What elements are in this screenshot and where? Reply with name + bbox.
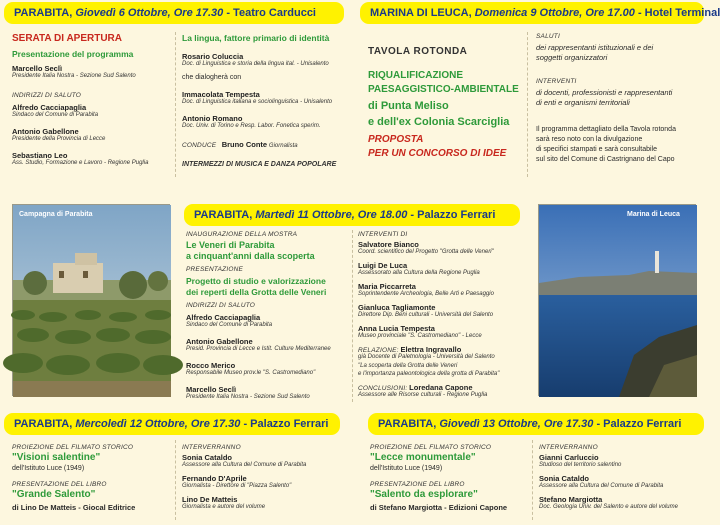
- speaker-name: Gianluca Tagliamonte: [358, 303, 436, 312]
- speaker-name: Sonia Cataldo: [539, 474, 590, 483]
- event-header-parabita-12-ottobre: [4, 413, 340, 435]
- round-table-topic: PAESAGGISTICO-AMBIENTALE: [368, 84, 519, 95]
- event-header-marina-di-leuca: [360, 2, 720, 24]
- program-note: sarà reso noto con la divulgazione: [536, 136, 643, 143]
- project-title: Progetto di studio e valorizzazione: [186, 276, 326, 286]
- dialogue-note: che dialogherà con: [182, 74, 242, 81]
- speaker-role: Ass. Studio, Formazione e Lavoro - Regione Puglia: [12, 160, 149, 166]
- speaker-role: Sindaco del Comune di Parabita: [12, 112, 99, 118]
- speaker-role: Assessore alla Cultura del Comune di Parabita: [182, 462, 307, 468]
- interventions-text: di docenti, professionisti e rappresentanti: [536, 88, 673, 97]
- speaker-name: Rosario Coluccia: [182, 52, 244, 61]
- program-note: sul sito del Comune di Castrignano del Capo: [536, 156, 675, 163]
- event-date: Martedì 11 Ottobre, Ore 18.00: [255, 209, 408, 221]
- event-venue: - Teatro Carducci: [223, 7, 316, 19]
- film-label: PROIEZIONE DEL FILMATO STORICO: [12, 444, 134, 451]
- speaker-role: Coord. scientifico del Progetto "Grotta delle Veneri": [358, 249, 494, 255]
- speaker-name: Alfredo Cacciapaglia: [12, 103, 87, 112]
- exhibition-title: Le Veneri di Parabita: [186, 240, 275, 250]
- program-note: di specifici stampati e sarà consultabile: [536, 146, 658, 153]
- speaker-role: Museo provinciale "S. Castromediano" - Lecce: [358, 333, 482, 339]
- speaker-name: Lino De Matteis: [182, 495, 238, 504]
- speaker-role: Direttore Dip. Beni culturali - Università del Salento: [358, 312, 494, 318]
- event-venue: - Palazzo Ferrari: [593, 418, 682, 430]
- event-city: PARABITA,: [14, 418, 73, 430]
- event-date: Giovedì 6 Ottobre, Ore 17.30: [75, 7, 224, 19]
- photo-caption: Marina di Leuca: [627, 211, 680, 218]
- event-venue: - Palazzo Ferrari: [407, 209, 496, 221]
- speaker-name: Salvatore Bianco: [358, 240, 419, 249]
- interventions-label: INTERVENTI DI: [358, 231, 408, 238]
- book-title: "Salento da esplorare": [370, 489, 478, 500]
- interventions-text: di enti e organismi territoriali: [536, 98, 630, 107]
- event-venue: - Hotel Terminal: [634, 7, 720, 19]
- theme-title: La lingua, fattore primario di identità: [182, 33, 330, 43]
- greetings-text: soggetti organizzatori: [536, 53, 608, 62]
- lecture-speaker: Elettra Ingravallo: [400, 345, 462, 354]
- speaker-role: Giornalista - Direttore di "Piazza Salento": [182, 483, 292, 489]
- conclusions-line: [358, 383, 473, 392]
- book-title: "Grande Salento": [12, 489, 96, 500]
- speaker-name: Antonio Gabellone: [12, 127, 79, 136]
- exhibition-title: a cinquant'anni dalla scoperta: [186, 251, 315, 261]
- speaker-name: Antonio Gabellone: [186, 337, 253, 346]
- book-label: PRESENTAZIONE DEL LIBRO: [370, 481, 465, 488]
- speaker-role: Doc. di Linguistica italiana e sociolinguistica - Unisalento: [182, 99, 333, 105]
- speaker-name: Gianni Carluccio: [539, 453, 599, 462]
- project-title: dei reperti della Grotta delle Veneri: [186, 287, 327, 297]
- music-interlude: INTERMEZZI DI MUSICA E DANZA POPOLARE: [182, 161, 337, 168]
- event-date: Mercoledì 12 Ottobre, Ore 17.30: [75, 418, 241, 430]
- speaker-name: Marcello Seclì: [186, 385, 237, 394]
- speaker-role: Presidente della Provincia di Lecce: [12, 136, 106, 142]
- speaker-role: Doc. di Linguistica e storia della lingua ital. - Unisalento: [182, 61, 329, 67]
- lecture-title: e l'importanza paleontologica della grotta di Parabita": [358, 371, 500, 377]
- speaker-name: Alfredo Cacciapaglia: [186, 313, 261, 322]
- speaker-role: Presid. Provincia di Lecce e Istit. Culture Mediterranee: [186, 346, 331, 352]
- photo-marina-di-leuca: [538, 204, 696, 396]
- speaker-name: Marcello Seclì: [12, 64, 63, 73]
- speaker-name: Sonia Cataldo: [182, 453, 233, 462]
- opening-evening-title: SERATA DI APERTURA: [12, 33, 122, 44]
- speaker-role: Soprintendente Archeologia, Belle Arti e Paesaggio: [358, 291, 494, 297]
- speaker-role: Doc. Univ. di Torino e Resp. Labor. Fonetica sperim.: [182, 123, 321, 129]
- seascape-image: [539, 205, 697, 397]
- film-label: PROIEZIONE DEL FILMATO STORICO: [370, 444, 492, 451]
- speakers-label: INTERVERRANNO: [539, 444, 598, 451]
- event-city: MARINA DI LEUCA,: [370, 7, 472, 19]
- conclusions-speaker: Loredana Capone: [409, 383, 473, 392]
- speaker-name: Fernando D'Aprile: [182, 474, 247, 483]
- divider: [532, 440, 533, 520]
- conclusions-label: CONCLUSIONI:: [358, 385, 408, 392]
- greetings-label: INDIRIZZI DI SALUTO: [186, 302, 256, 309]
- program-presentation: Presentazione del programma: [12, 49, 134, 59]
- proposal-title: PROPOSTA: [368, 134, 424, 145]
- divider: [175, 32, 176, 177]
- moderator-label: CONDUCE: [182, 142, 217, 149]
- book-author: di Lino De Matteis - Giocal Editrice: [12, 503, 136, 512]
- film-source: dell'Istituto Luce (1949): [12, 465, 85, 472]
- speaker-name: Sebastiano Leo: [12, 151, 68, 160]
- speaker-name: Antonio Romano: [182, 114, 243, 123]
- speaker-name: Luigi De Luca: [358, 261, 408, 270]
- speaker-role: Studioso del territorio salentino: [539, 462, 622, 468]
- round-table-topic: e dell'ex Colonia Scarciglia: [368, 116, 510, 128]
- lecture-line: [358, 345, 461, 354]
- speakers-label: INTERVERRANNO: [182, 444, 241, 451]
- lecture-label: RELAZIONE:: [358, 347, 399, 354]
- speaker-name: Maria Piccarreta: [358, 282, 416, 291]
- film-title: "Visioni salentine": [12, 452, 101, 463]
- event-date: Domenica 9 Ottobre, Ore 17.00: [474, 7, 635, 19]
- speaker-role: Giornalista e autore del volume: [182, 504, 266, 510]
- program-note: Il programma dettagliato della Tavola rotonda: [536, 126, 676, 133]
- speaker-name: Stefano Margiotta: [539, 495, 603, 504]
- moderator-role: Giornalista: [268, 143, 298, 149]
- divider: [352, 230, 353, 402]
- event-header-parabita-11-ottobre: [184, 204, 520, 226]
- greetings-label: SALUTI: [536, 33, 560, 40]
- interventions-label: INTERVENTI: [536, 78, 577, 85]
- speaker-role: Presidente Italia Nostra - Sezione Sud Salento: [12, 73, 136, 79]
- speaker-role: Assessore alle Risorse culturali - Regione Puglia: [358, 392, 488, 398]
- divider: [175, 440, 176, 520]
- film-source: dell'Istituto Luce (1949): [370, 465, 443, 472]
- photo-caption: Campagna di Parabita: [19, 211, 93, 218]
- greetings-text: dei rappresentanti istituzionali e dei: [536, 43, 654, 52]
- greetings-label: INDIRIZZI DI SALUTO: [12, 92, 82, 99]
- lecture-title: "La scoperta della Grotta delle Veneri: [358, 363, 458, 369]
- event-city: PARABITA,: [378, 418, 437, 430]
- proposal-title: PER UN CONCORSO DI IDEE: [368, 148, 507, 159]
- speaker-role: Sindaco del Comune di Parabita: [186, 322, 273, 328]
- moderator-line: [182, 140, 298, 151]
- book-author: di Stefano Margiotta - Edizioni Capone: [370, 503, 508, 512]
- event-city: PARABITA,: [14, 7, 73, 19]
- presentation-label: PRESENTAZIONE: [186, 266, 244, 273]
- landscape-image: [13, 205, 171, 397]
- speaker-role: già Docente di Paletnologia - Università del Salento: [358, 354, 495, 360]
- event-header-parabita-6-ottobre: [4, 2, 344, 24]
- photo-campagna-di-parabita: [12, 204, 170, 396]
- speaker-role: Presidente Italia Nostra - Sezione Sud Salento: [186, 394, 310, 400]
- round-table-title: TAVOLA ROTONDA: [368, 46, 468, 57]
- speaker-name: Anna Lucia Tempesta: [358, 324, 435, 333]
- speaker-name: Immacolata Tempesta: [182, 90, 260, 99]
- film-title: "Lecce monumentale": [370, 452, 476, 463]
- speaker-role: Assessore alla Cultura del Comune di Parabita: [539, 483, 664, 489]
- round-table-topic: RIQUALIFICAZIONE: [368, 70, 463, 81]
- moderator-name: Bruno Conte: [221, 140, 268, 149]
- speaker-role: Responsabile Museo prov.le "S. Castromediano": [186, 370, 316, 376]
- event-date: Giovedì 13 Ottobre, Ore 17.30: [439, 418, 594, 430]
- speaker-role: Doc. Geologia Univ. del Salento e autore del volume: [539, 504, 678, 510]
- event-city: PARABITA,: [194, 209, 253, 221]
- book-label: PRESENTAZIONE DEL LIBRO: [12, 481, 107, 488]
- exhibition-label: INAUGURAZIONE DELLA MOSTRA: [186, 231, 298, 238]
- event-venue: - Palazzo Ferrari: [240, 418, 329, 430]
- divider: [527, 32, 528, 177]
- round-table-topic: di Punta Meliso: [368, 100, 449, 112]
- event-header-parabita-13-ottobre: [368, 413, 704, 435]
- speaker-name: Rocco Merico: [186, 361, 236, 370]
- speaker-role: Assessorato alla Cultura della Regione Puglia: [358, 270, 480, 276]
